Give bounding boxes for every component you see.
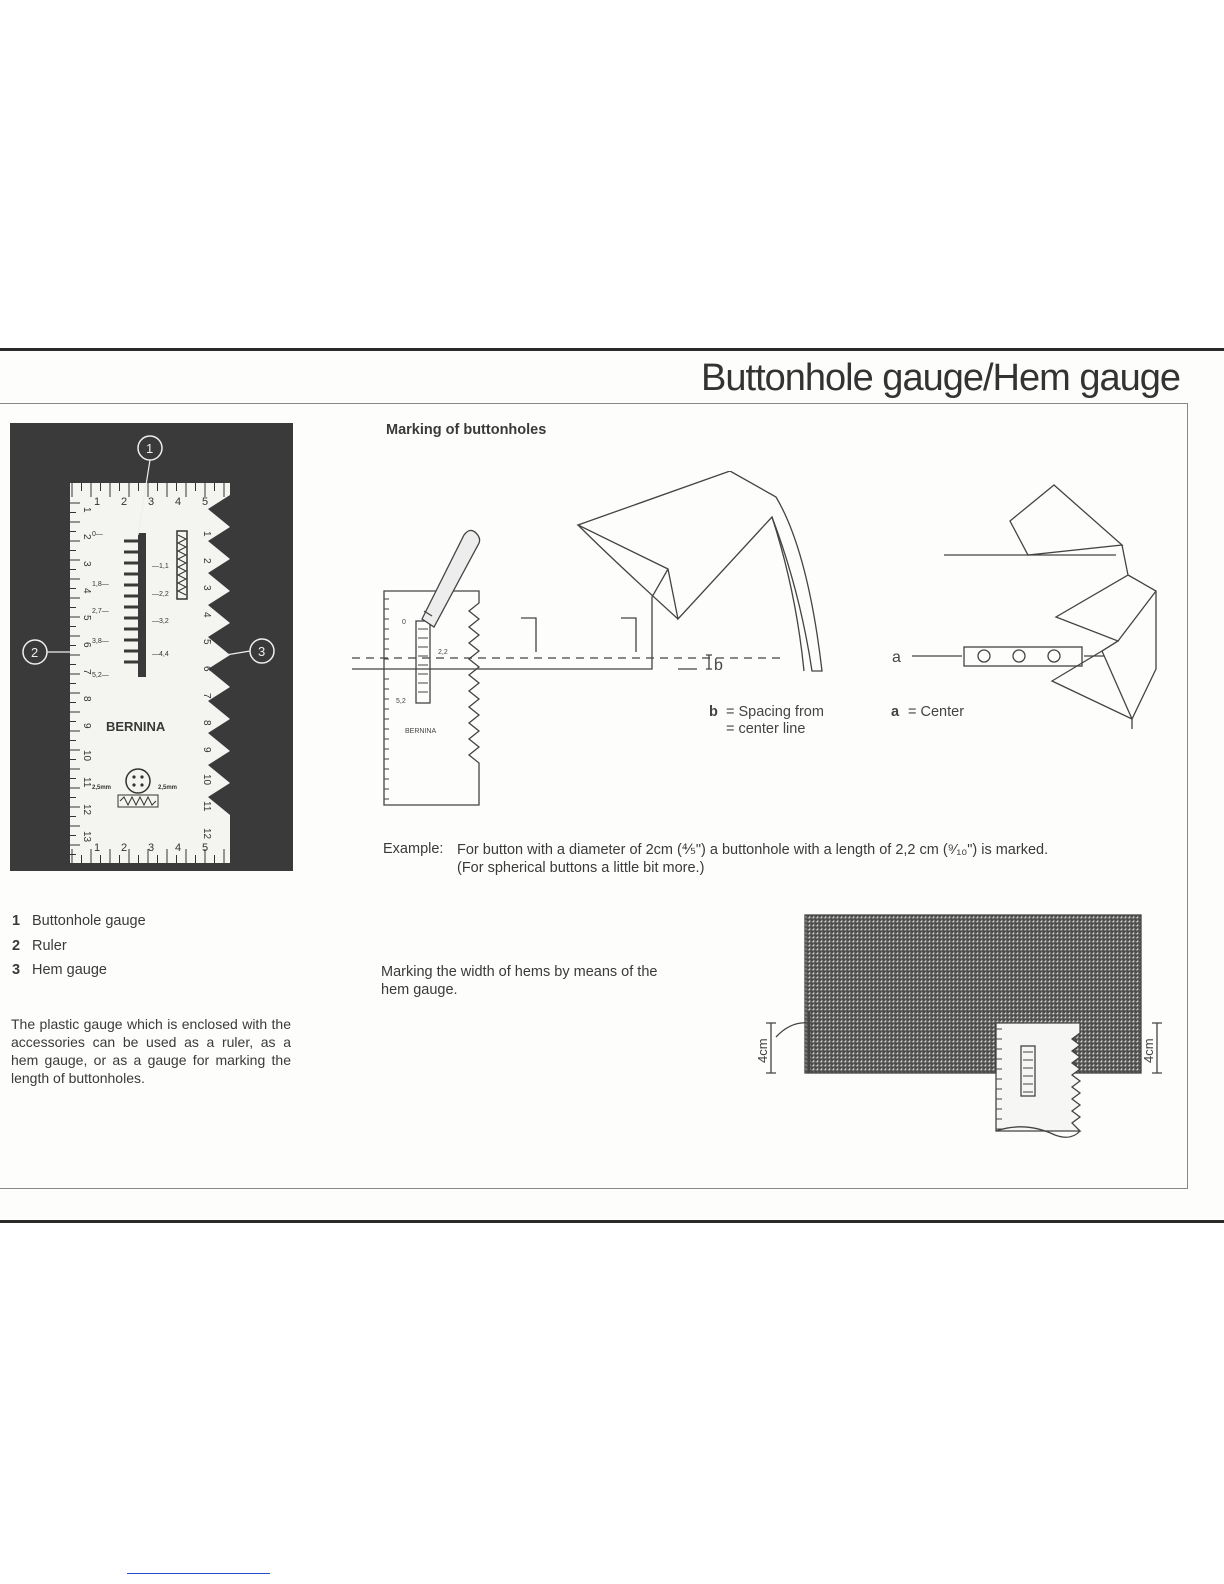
legend-item bbox=[12, 938, 146, 963]
buttonhole-mark-left: 0— bbox=[92, 531, 103, 538]
button-hole-dot bbox=[132, 775, 135, 778]
legend-label: Buttonhole gauge bbox=[32, 913, 146, 929]
ruler-number-right: 2 bbox=[201, 558, 212, 564]
hem-caption: Marking the width of hems by means of the hem gauge. bbox=[381, 964, 658, 998]
buttonhole-mark-right: —2,2 bbox=[152, 591, 169, 598]
ruler-number-left: 6 bbox=[81, 642, 92, 648]
ruler-number-right: 5 bbox=[201, 639, 212, 645]
ruler-number-left: 9 bbox=[81, 723, 92, 729]
spacing-label-right: 2,5mm bbox=[158, 785, 178, 791]
ruler-number-bottom: 2 bbox=[121, 842, 128, 854]
small-gauge-slot-lines bbox=[418, 629, 428, 692]
a-center-marker: a bbox=[892, 649, 901, 666]
b-dimension-arrow bbox=[706, 655, 712, 669]
ruler-number-top: 4 bbox=[175, 496, 182, 508]
ruler-number-top: 3 bbox=[148, 496, 155, 508]
ruler-number-top: 2 bbox=[121, 496, 128, 508]
legend-label: Hem gauge bbox=[32, 962, 107, 978]
a-key-letter: a bbox=[891, 704, 900, 720]
header-rule bbox=[0, 403, 1188, 404]
ruler-number-left: 12 bbox=[81, 804, 92, 816]
ruler-number-bottom: 3 bbox=[148, 842, 155, 854]
section-heading: Marking of buttonholes bbox=[386, 422, 547, 438]
legend-number: 1 bbox=[12, 913, 21, 929]
button-hole-dot bbox=[140, 775, 143, 778]
ruler-number-left: 13 bbox=[81, 831, 92, 843]
button-icon bbox=[978, 650, 990, 662]
buttonhole-mark-left: 5,2— bbox=[92, 672, 109, 679]
ruler-number-right: 1 bbox=[201, 531, 212, 537]
ruler-number-left: 11 bbox=[81, 777, 92, 788]
a-key-text: = Center bbox=[908, 704, 965, 720]
ruler-number-right: 7 bbox=[201, 693, 212, 699]
ruler-number-left: 7 bbox=[81, 669, 92, 675]
dimension-left-label: 4cm bbox=[755, 1038, 770, 1063]
page-title: Buttonhole gauge/Hem gauge bbox=[701, 357, 1180, 399]
b-key-line1: = Spacing from bbox=[726, 704, 824, 720]
small-gauge-label-52: 5,2 bbox=[396, 698, 406, 705]
small-gauge-zero: 0 bbox=[402, 619, 406, 626]
example-label: Example: bbox=[383, 841, 444, 857]
ruler-number-right: 12 bbox=[201, 828, 212, 840]
button-icon bbox=[1013, 650, 1025, 662]
ruler-number-right: 10 bbox=[201, 774, 212, 786]
right-collar-shape bbox=[1052, 545, 1156, 719]
legend-item bbox=[12, 962, 146, 987]
ruler-number-right: 3 bbox=[201, 585, 212, 591]
legend-item bbox=[12, 913, 146, 938]
ruler-number-left: 8 bbox=[81, 696, 92, 702]
small-gauge-label-22: 2,2 bbox=[438, 649, 448, 656]
button-hole-dot bbox=[140, 783, 143, 786]
spacing-label-left: 2,5mm bbox=[92, 785, 112, 791]
right-collar-piece bbox=[1010, 485, 1122, 555]
legend-label: Ruler bbox=[32, 937, 67, 954]
parts-legend bbox=[12, 913, 146, 987]
small-gauge-slot bbox=[416, 621, 430, 703]
buttonhole-mark-right: —1,1 bbox=[152, 563, 169, 570]
fabric-piece bbox=[805, 915, 1141, 1073]
buttonhole-slot bbox=[138, 533, 146, 677]
callout-3-label: 3 bbox=[258, 644, 266, 659]
button-icon bbox=[1048, 650, 1060, 662]
buttonhole-mark-left: 2,7— bbox=[92, 608, 109, 615]
small-gauge-brand: BERNINA bbox=[405, 728, 437, 735]
garment-collar bbox=[578, 471, 822, 671]
b-key-line2: = center line bbox=[726, 721, 806, 737]
right-collar-fold bbox=[1102, 591, 1156, 651]
manual-page bbox=[0, 348, 1224, 1223]
ruler-number-left: 3 bbox=[81, 561, 92, 567]
ruler-number-bottom: 1 bbox=[94, 842, 101, 854]
b-dimension-label: b bbox=[714, 657, 723, 674]
b-key-letter: b bbox=[709, 704, 718, 720]
dimension-right-label: 4cm bbox=[1141, 1038, 1156, 1063]
legend-number: 3 bbox=[12, 962, 21, 978]
garment-front-edge bbox=[352, 569, 668, 669]
ruler-number-left: 1 bbox=[81, 507, 92, 513]
buttonhole-marking-illustration bbox=[352, 471, 1182, 831]
buttonhole-mark-right: —4,4 bbox=[152, 651, 169, 658]
example-line-1: For button with a diameter of 2cm (⅘") a buttonhole with a length of 2,2 cm (⁹⁄₁₀") is marked. bbox=[457, 842, 1049, 858]
buttonhole-mark-left: 3,8— bbox=[92, 638, 109, 645]
legend-number: 2 bbox=[12, 937, 21, 954]
dimension-left-leader bbox=[776, 1023, 809, 1037]
ruler-number-top: 1 bbox=[94, 496, 101, 508]
ruler-number-right: 9 bbox=[201, 747, 212, 753]
ruler-number-bottom: 4 bbox=[175, 842, 182, 854]
ruler-number-right: 4 bbox=[201, 612, 212, 618]
gauge-photo bbox=[10, 423, 293, 871]
ruler-number-left: 2 bbox=[81, 534, 92, 540]
ruler-number-left: 10 bbox=[81, 750, 92, 762]
ruler-number-left: 4 bbox=[81, 588, 92, 594]
small-gauge-ticks bbox=[384, 599, 389, 799]
frame-bottom-rule bbox=[0, 1188, 1188, 1189]
ruler-number-top: 5 bbox=[202, 496, 209, 508]
button-hole-dot bbox=[132, 783, 135, 786]
ruler-number-right: 11 bbox=[201, 801, 212, 812]
ruler-number-left: 5 bbox=[81, 615, 92, 621]
callout-1-label: 1 bbox=[146, 441, 154, 456]
buttonhole-mark-right: —3,2 bbox=[152, 618, 169, 625]
buttonhole-mark-1 bbox=[521, 618, 536, 652]
buttonhole-mark-left: 1,8— bbox=[92, 581, 109, 588]
ruler-number-bottom: 5 bbox=[202, 842, 209, 854]
collar-inner-line bbox=[772, 517, 804, 671]
callout-2-label: 2 bbox=[31, 645, 39, 660]
ruler-number-right: 8 bbox=[201, 720, 212, 726]
frame-right-rule bbox=[1187, 403, 1188, 1189]
example-text bbox=[457, 841, 1177, 877]
collar-fold-line bbox=[578, 525, 678, 619]
ruler-number-right: 6 bbox=[201, 666, 212, 672]
example-line-2: (For spherical buttons a little bit more.) bbox=[457, 860, 705, 876]
buttonhole-mark-2 bbox=[621, 618, 636, 652]
gauge-brand-label: BERNINA bbox=[106, 719, 166, 734]
footer-underline bbox=[127, 1573, 270, 1574]
hem-marking-illustration bbox=[755, 911, 1180, 1151]
hem-gauge bbox=[996, 1023, 1080, 1131]
gauge-description: The plastic gauge which is enclosed with the accessories can be used as a ruler, as a hem gauge, or as a gauge for marking the length of buttonholes. bbox=[11, 1016, 291, 1086]
